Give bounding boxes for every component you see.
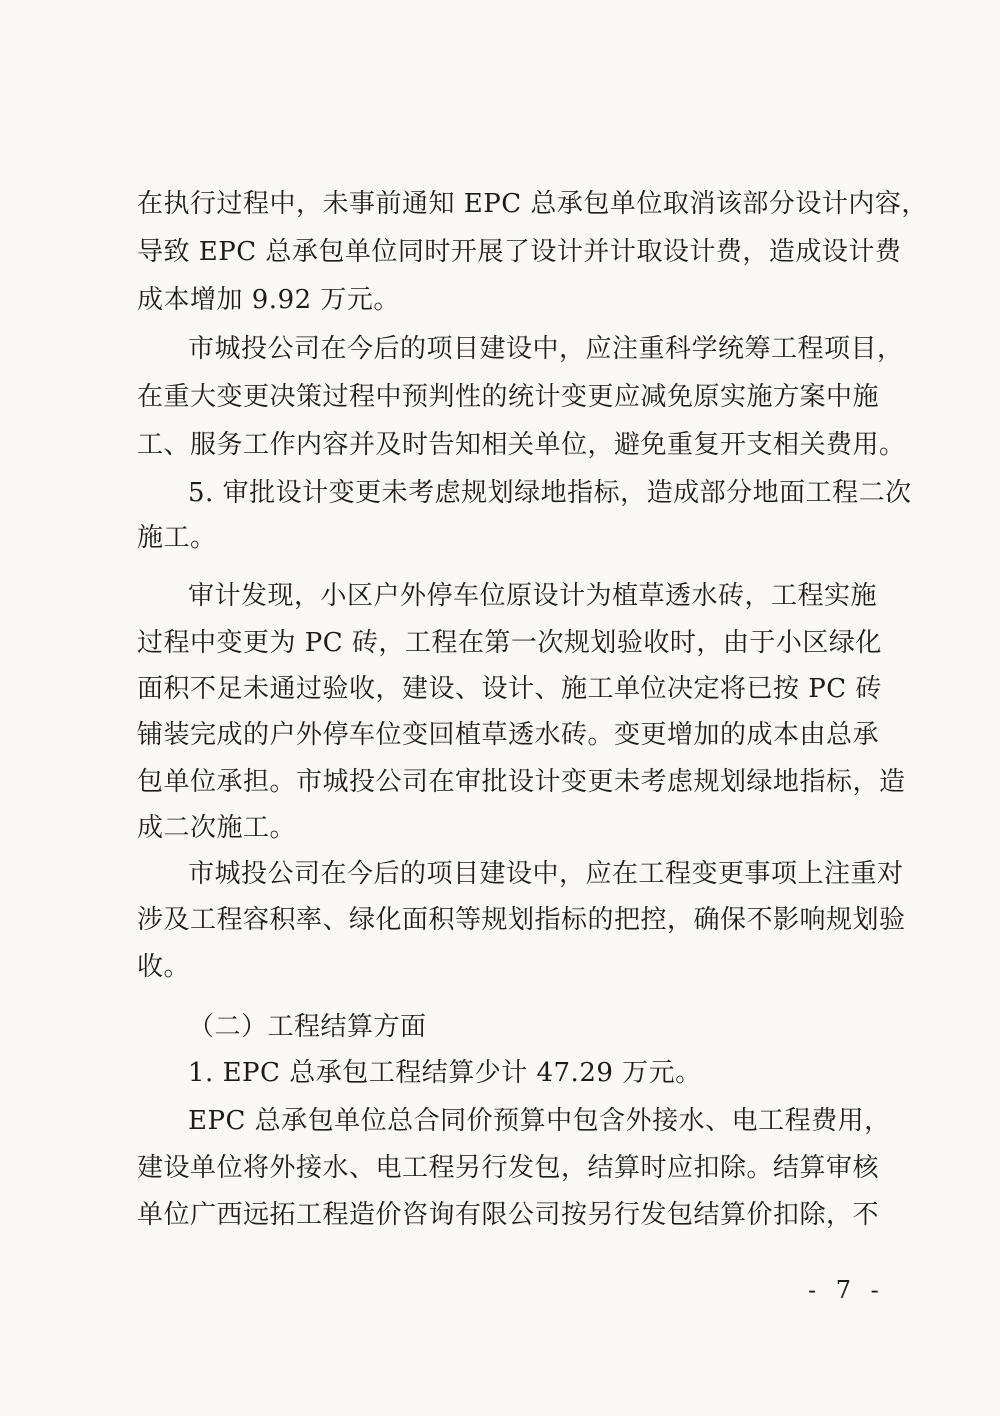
text-line: 铺装完成的户外停车位变回植草透水砖。变更增加的成本由总承 [137,720,880,750]
text-line: 面积不足未通过验收，建设、设计、施工单位决定将已按 PC 砖 [137,674,882,704]
text-line: 包单位承担。市城投公司在审批设计变更未考虑规划绿地指标，造 [137,767,906,797]
text-line: 在执行过程中，未事前通知 EPC 总承包单位取消该部分设计内容， [137,189,928,219]
text-line: 过程中变更为 PC 砖，工程在第一次规划验收时，由于小区绿化 [137,628,882,658]
section-heading: 1. EPC 总承包工程结算少计 47.29 万元。 [188,1058,702,1088]
section-heading: 5. 审批设计变更未考虑规划绿地指标，造成部分地面工程二次 [188,478,912,508]
text-line: 单位广西远拓工程造价咨询有限公司按另行发包结算价扣除，不 [137,1200,880,1230]
section-heading: 施工。 [137,523,217,553]
text-line: 审计发现，小区户外停车位原设计为植草透水砖，工程实施 [188,581,878,611]
text-line: 建设单位将外接水、电工程另行发包，结算时应扣除。结算审核 [137,1153,880,1183]
text-line: 在重大变更决策过程中预判性的统计变更应减免原实施方案中施 [137,382,880,412]
text-line: EPC 总承包单位总合同价预算中包含外接水、电工程费用， [188,1106,891,1136]
text-line: 工、服务工作内容并及时告知相关单位，避免重复开支相关费用。 [137,430,906,460]
text-line: 导致 EPC 总承包单位同时开展了设计并计取设计费，造成设计费 [137,237,902,267]
text-line: 收。 [137,952,191,982]
section-heading: （二）工程结算方面 [188,1012,427,1042]
text-line: 成本增加 9.92 万元。 [137,285,400,315]
text-line: 市城投公司在今后的项目建设中，应在工程变更事项上注重对 [188,859,904,889]
text-line: 成二次施工。 [137,813,297,843]
text-line: 涉及工程容积率、绿化面积等规划指标的把控，确保不影响规划验 [137,905,906,935]
page-number: - 7 - [808,1276,885,1304]
text-line: 市城投公司在今后的项目建设中，应注重科学统筹工程项目， [188,334,904,364]
